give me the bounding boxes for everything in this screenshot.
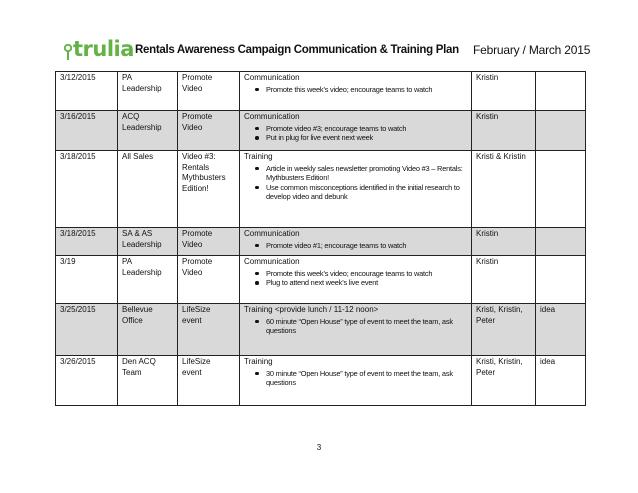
audience-cell: SA & AS Leadership: [118, 228, 178, 256]
note-cell: [536, 228, 586, 256]
plan-table-body: [56, 72, 586, 406]
activity-type: Communication: [244, 73, 300, 82]
plan-table: [55, 71, 586, 406]
note-cell: idea: [536, 356, 586, 406]
bullet-item: Promote this week’s video; encourage teams to watch: [266, 85, 467, 95]
activity-cell: [240, 228, 472, 256]
item-cell: Video #3: Rentals Mythbusters Edition!: [178, 151, 240, 228]
activity-type: Communication: [244, 112, 300, 121]
table-row: [56, 304, 586, 356]
item-cell: Promote Video: [178, 72, 240, 111]
note-cell: idea: [536, 304, 586, 356]
audience-cell: ACQ Leadership: [118, 111, 178, 151]
table-row: [56, 256, 586, 304]
activity-type: Training: [244, 152, 273, 161]
owner-cell: Kristi, Kristin, Peter: [472, 304, 536, 356]
activity-cell: [240, 151, 472, 228]
page-number: 3: [316, 443, 322, 452]
bullet-item: Promote video #3; encourage teams to watch: [266, 124, 467, 134]
table-row: [56, 228, 586, 256]
owner-cell: Kristin: [472, 72, 536, 111]
note-cell: [536, 111, 586, 151]
activity-cell: [240, 111, 472, 151]
activity-type: Communication: [244, 257, 300, 266]
bullet-item: Article in weekly sales newsletter promoting Video #3 – Rentals: Mythbusters Edition!: [266, 164, 467, 183]
audience-cell: Den ACQ Team: [118, 356, 178, 406]
item-cell: LifeSize event: [178, 356, 240, 406]
table-row: [56, 72, 586, 111]
bullet-item: Promote video #1; encourage teams to watch: [266, 241, 467, 251]
bullet-item: Promote this week’s video; encourage teams to watch: [266, 269, 467, 279]
item-cell: Promote Video: [178, 228, 240, 256]
activity-cell: [240, 72, 472, 111]
activity-type: Training: [244, 357, 273, 366]
owner-cell: Kristin: [472, 228, 536, 256]
date-cell: 3/26/2015: [56, 356, 118, 406]
activity-bullet-list: [244, 317, 467, 336]
date-cell: 3/16/2015: [56, 111, 118, 151]
table-row: [56, 356, 586, 406]
activity-bullet-list: [244, 85, 467, 95]
activity-bullet-list: [244, 241, 467, 251]
table-row: [56, 151, 586, 228]
item-cell: Promote Video: [178, 256, 240, 304]
note-cell: [536, 151, 586, 228]
date-cell: 3/12/2015: [56, 72, 118, 111]
activity-cell: [240, 256, 472, 304]
item-cell: LifeSize event: [178, 304, 240, 356]
bullet-item: Use common misconceptions identified in the initial research to develop video and debunk: [266, 183, 467, 202]
activity-cell: [240, 304, 472, 356]
document-date: February / March 2015: [473, 43, 591, 57]
activity-type: Training <provide lunch / 11-12 noon>: [244, 305, 379, 314]
owner-cell: Kristin: [472, 111, 536, 151]
map-pin-icon: [64, 44, 72, 60]
bullet-item: 60 minute “Open House” type of event to meet the team, ask questions: [266, 317, 467, 336]
bullet-item: Put in plug for live event next week: [266, 133, 467, 143]
audience-cell: Bellevue Office: [118, 304, 178, 356]
date-cell: 3/19: [56, 256, 118, 304]
document-title: Rentals Awareness Campaign Communication & Training Plan: [135, 44, 459, 56]
date-cell: 3/18/2015: [56, 228, 118, 256]
activity-type: Communication: [244, 229, 300, 238]
activity-bullet-list: [244, 164, 467, 202]
date-cell: 3/18/2015: [56, 151, 118, 228]
audience-cell: PA Leadership: [118, 256, 178, 304]
audience-cell: PA Leadership: [118, 72, 178, 111]
table-row: [56, 111, 586, 151]
audience-cell: All Sales: [118, 151, 178, 228]
note-cell: [536, 72, 586, 111]
logo-wordmark: trulia: [73, 37, 134, 61]
bullet-item: 30 minute “Open House” type of event to meet the team, ask questions: [266, 369, 467, 388]
activity-bullet-list: [244, 124, 467, 143]
bullet-item: Plug to attend next week’s live event: [266, 278, 467, 288]
owner-cell: Kristin: [472, 256, 536, 304]
note-cell: [536, 256, 586, 304]
owner-cell: Kristi, Kristin, Peter: [472, 356, 536, 406]
owner-cell: Kristi & Kristin: [472, 151, 536, 228]
activity-bullet-list: [244, 269, 467, 288]
activity-cell: [240, 356, 472, 406]
activity-bullet-list: [244, 369, 467, 388]
date-cell: 3/25/2015: [56, 304, 118, 356]
trulia-logo: [64, 36, 134, 60]
item-cell: Promote Video: [178, 111, 240, 151]
